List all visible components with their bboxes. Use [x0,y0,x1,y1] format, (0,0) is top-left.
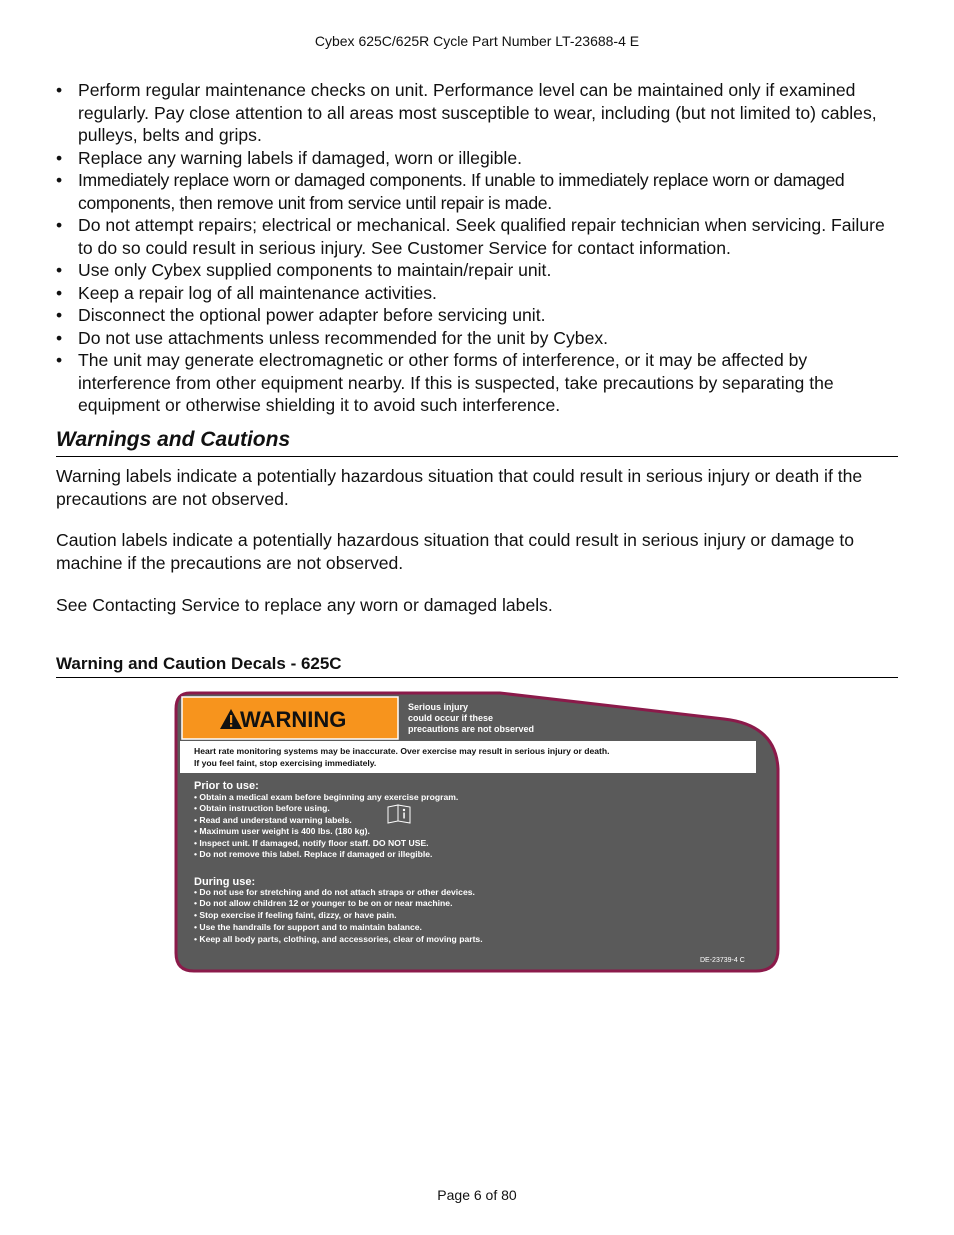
decal-during-item: • Keep all body parts, clothing, and accessories, clear of moving parts. [194,934,483,944]
decal-prior-item: • Obtain instruction before using. [194,803,330,813]
contact-service-paragraph: See Contacting Service to replace any worn or damaged labels. [56,595,553,615]
decal-prior-item: • Inspect unit. If damaged, notify floor staff. DO NOT USE. [194,838,429,848]
decal-side-line: Serious injury [408,702,469,712]
decal-prior-item: • Maximum user weight is 400 lbs. (180 kg). [194,826,370,836]
bullet-text: Replace any warning labels if damaged, worn or illegible. [78,147,523,168]
decal-prior-item: • Obtain a medical exam before beginning any exercise program. [194,792,459,802]
warning-decal [172,689,784,977]
bullet-item: • Do not use attachments unless recommended for the unit by Cybex. [56,327,609,348]
bullet-text: Keep a repair log of all maintenance activities. [78,282,437,303]
bullet-text: The unit may generate electromagnetic or other forms of interference, or it may be affected by interference from other equipment nearby. If this is suspected, take precautions by separating the equipment or otherwise shielding it to avoid such interference. [78,350,834,415]
section-heading: Warnings and Cautions [56,428,898,457]
bullet-text: Perform regular maintenance checks on unit. Performance level can be maintained only if examined regularly. Pay close attention to all areas most susceptible to wear, including (but not limited to) cables, pulleys, belts and grips. [78,80,877,145]
bullet-item: • Do not attempt repairs; electrical or mechanical. Seek qualified repair technician when servicing. Failure to do so could result in serious injury. See Customer Service for contact information. [56,215,885,258]
bullet-item: • Perform regular maintenance checks on unit. Performance level can be maintained only if examined regularly. Pay close attention to all areas most susceptible to wear, including (but not limited to) cables, pulleys, belts and grips. [56,80,877,145]
bullet-item: • The unit may generate electromagnetic or other forms of interference, or it may be affected by interference from other equipment nearby. If this is suspected, take precautions by separating the equipment or otherwise shielding it to avoid such interference. [56,350,834,415]
decal-banner-line: Heart rate monitoring systems may be inaccurate. Over exercise may result in serious injury or death. [194,746,610,756]
subsection-heading: Warning and Caution Decals - 625C [56,654,898,678]
decal-prior-item: • Read and understand warning labels. [194,815,352,825]
bullet-text: Disconnect the optional power adapter before servicing unit. [78,305,546,325]
bullet-item: • Disconnect the optional power adapter before servicing unit. [56,305,546,325]
decal-warning-word: WARNING [240,707,347,732]
warning-definition-paragraph: Warning labels indicate a potentially hazardous situation that could result in serious injury or death if the precautions are not observed. [56,466,863,509]
decal-banner-line: If you feel faint, stop exercising immediately. [194,758,377,768]
bullet-item: • Immediately replace worn or damaged components. If unable to immediately replace worn or damaged components, then remove unit from service until repair is made. [56,170,845,213]
bullet-text: Use only Cybex supplied components to maintain/repair unit. [78,260,552,280]
decal-during-title: During use: [194,876,256,888]
maintenance-bullet-list [56,79,904,417]
decal-during-item: • Stop exercise if feeling faint, dizzy, or have pain. [194,910,397,920]
bullet-item: • Keep a repair log of all maintenance activities. [56,282,437,303]
bullet-text: Do not attempt repairs; electrical or mechanical. Seek qualified repair technician when servicing. Failure to do so could result in serious injury. See Customer Service for contact information. [78,215,885,258]
decal-during-item: • Do not use for stretching and do not attach straps or other devices. [194,887,475,897]
bullet-text: Do not use attachments unless recommended for the unit by Cybex. [78,327,609,348]
caution-definition-paragraph: Caution labels indicate a potentially hazardous situation that could result in serious injury or damage to machine if the precautions are not observed. [56,530,855,573]
decal-part-code: DE-23739-4 C [700,957,745,964]
page-footer: Page 6 of 80 [437,1187,517,1203]
decal-prior-title: Prior to use: [194,780,259,792]
page-header: Cybex 625C/625R Cycle Part Number LT-23688-4 E [314,33,640,49]
decal-during-item: • Do not allow children 12 or younger to be on or near machine. [194,898,453,908]
decal-during-item: • Use the handrails for support and to maintain balance. [194,922,422,932]
decal-side-line: could occur if these [408,713,494,723]
bullet-item: • Replace any warning labels if damaged, worn or illegible. [56,147,523,168]
bullet-text: Immediately replace worn or damaged components. If unable to immediately replace worn or damaged components, then remove unit from service until repair is made. [78,170,845,213]
bullet-item: • Use only Cybex supplied components to maintain/repair unit. [56,260,552,280]
decal-prior-item: • Do not remove this label. Replace if damaged or illegible. [194,849,433,859]
decal-side-line: precautions are not observed [408,724,535,734]
